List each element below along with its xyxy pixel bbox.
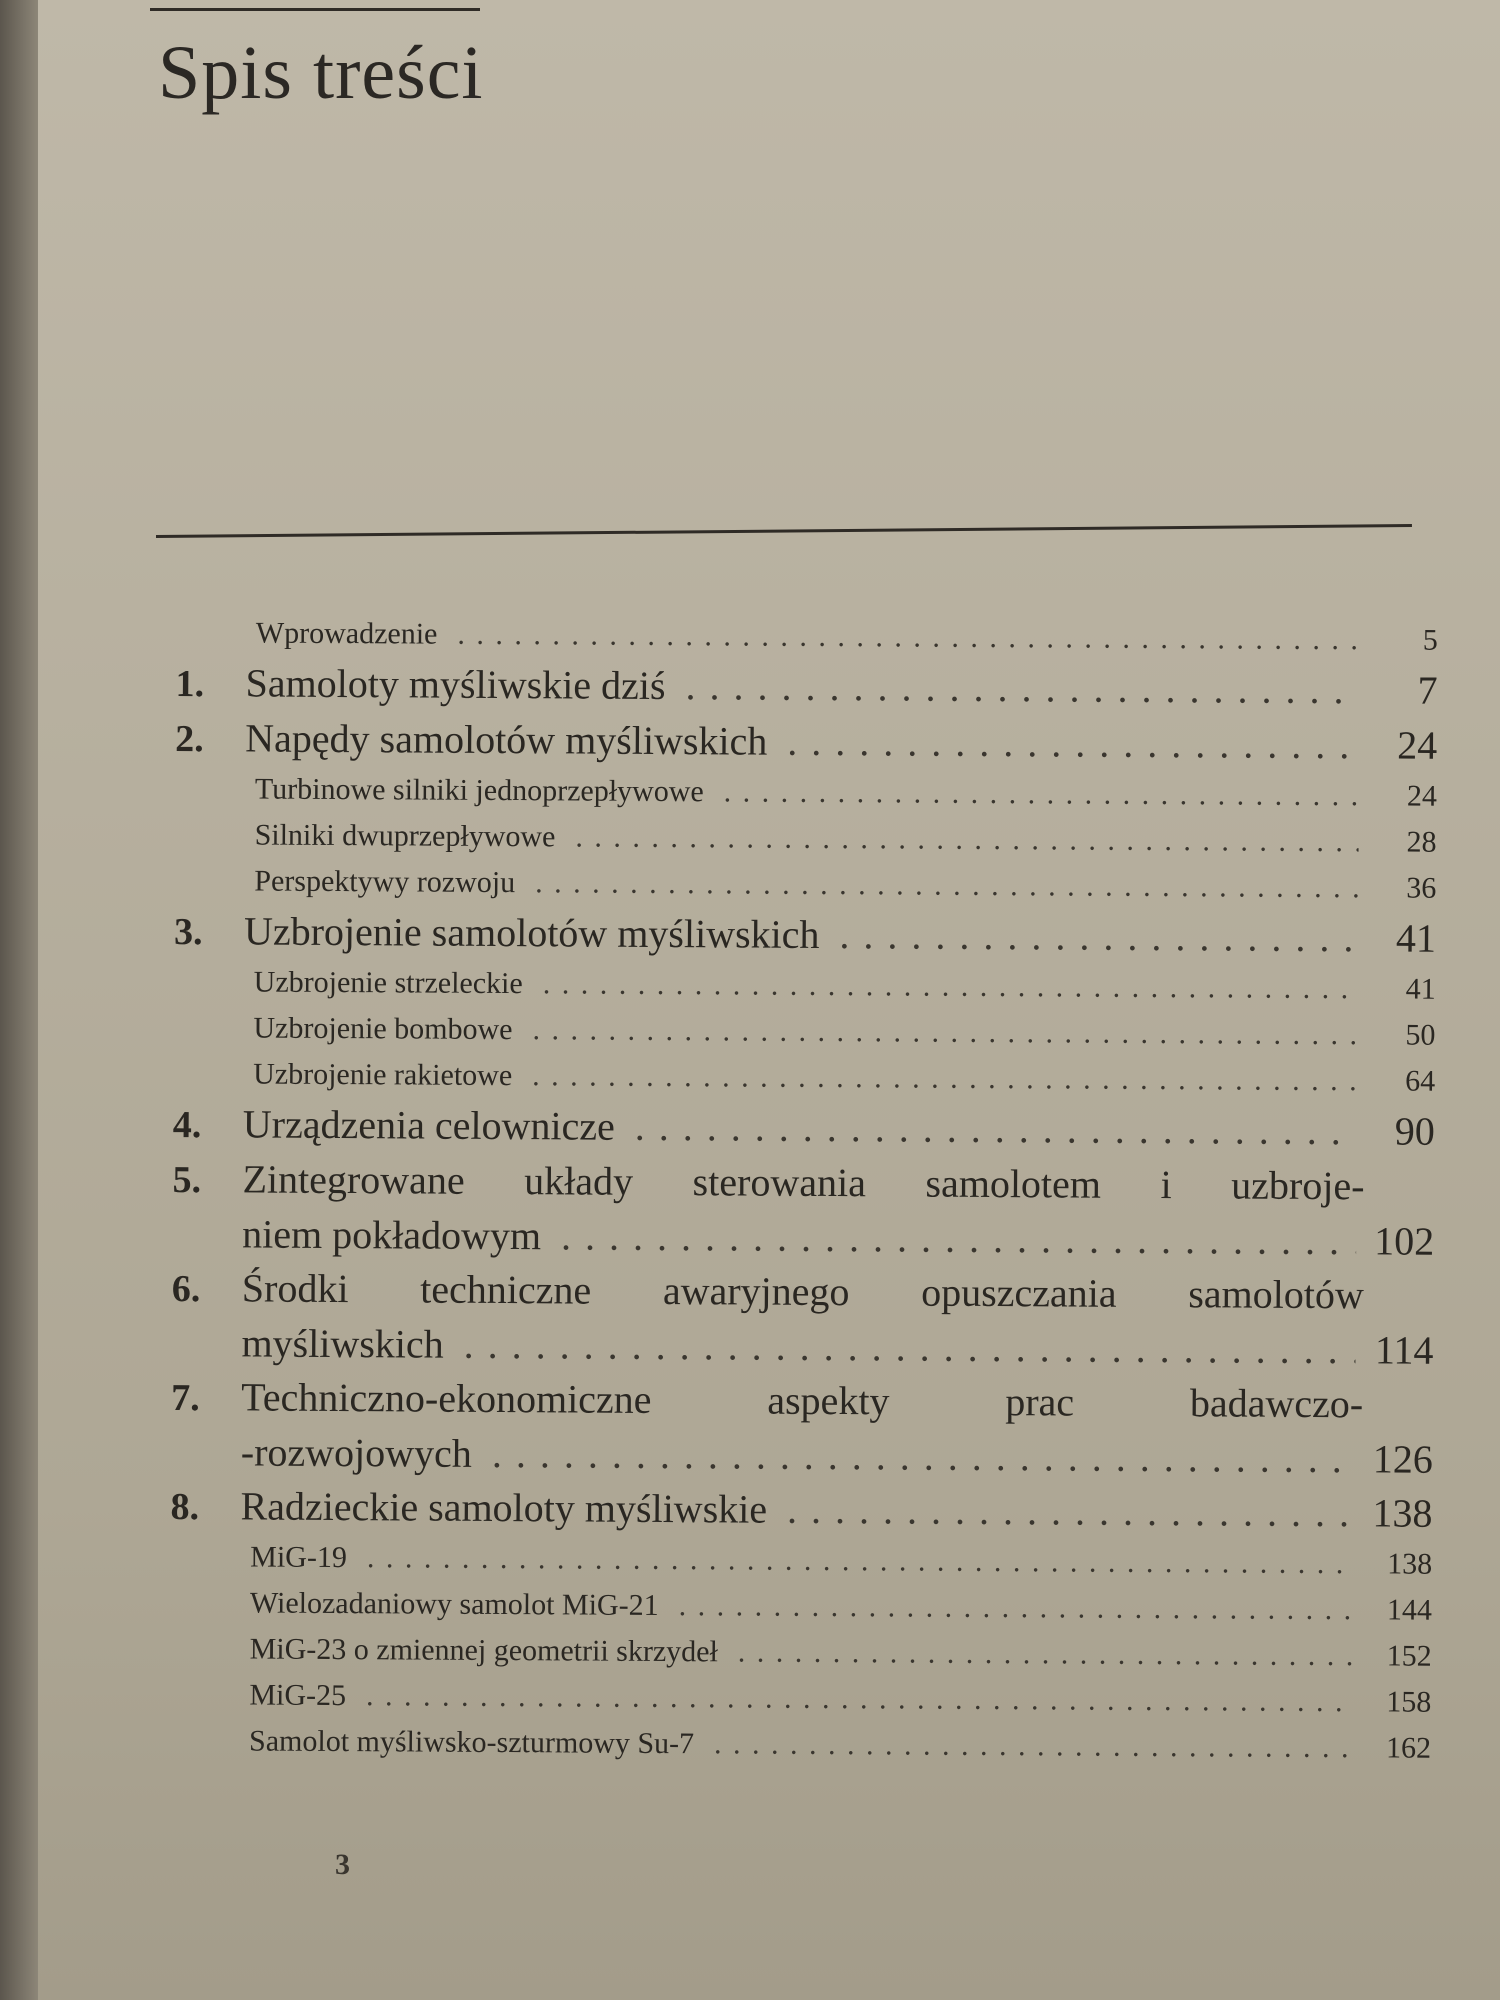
toc-section [170, 1580, 1432, 1634]
chapter-number: 4. [172, 1103, 202, 1147]
toc-chapter-6 [171, 1261, 1434, 1378]
toc-page-number: 90 [1394, 1108, 1435, 1154]
toc-label-line-1: Techniczno-ekonomiczne aspekty prac badawczo- [241, 1374, 1364, 1427]
dot-leader [535, 860, 1358, 911]
toc-label-line-1: Środki techniczne awaryjnego opuszczania samolotów [241, 1265, 1364, 1318]
dot-leader [787, 1483, 1355, 1540]
dot-leader [714, 1721, 1353, 1771]
dot-leader [635, 1100, 1357, 1158]
toc-page-number: 24 [1397, 722, 1438, 768]
toc-label: MiG-25 [249, 1678, 347, 1713]
toc-page-number: 144 [1386, 1593, 1433, 1627]
toc-label: MiG-23 o zmiennej geometrii skrzydeł [249, 1632, 718, 1669]
dot-leader [457, 612, 1360, 664]
dot-leader [839, 908, 1358, 965]
toc-page-number: 7 [1417, 667, 1438, 713]
dot-leader [532, 1007, 1357, 1058]
toc-page-number: 138 [1372, 1490, 1433, 1536]
toc-page-number: 50 [1405, 1018, 1436, 1052]
toc-page-number: 152 [1386, 1639, 1432, 1673]
toc-page-number: 28 [1406, 825, 1437, 859]
toc-page-number: 126 [1372, 1436, 1433, 1482]
toc-entry-intro [176, 610, 1438, 664]
toc-chapter-5 [172, 1152, 1435, 1269]
toc-label-line-2: myśliwskich [241, 1320, 444, 1367]
toc-label: Turbinowe silniki jednoprzepływowe [254, 772, 704, 809]
table-of-contents [169, 610, 1438, 1772]
toc-section [173, 1005, 1435, 1059]
toc-section [169, 1718, 1431, 1772]
dot-leader [492, 1427, 1355, 1486]
toc-section [174, 959, 1436, 1013]
toc-label: Silniki dwuprzepływowe [254, 818, 556, 854]
toc-chapter-1 [175, 656, 1437, 719]
dot-leader [787, 715, 1359, 772]
toc-chapter-4 [173, 1097, 1435, 1160]
chapter-number: 6. [171, 1267, 201, 1311]
dot-leader [738, 1629, 1354, 1679]
dot-leader [464, 1318, 1356, 1377]
toc-section [170, 1534, 1432, 1588]
chapter-number: 5. [172, 1158, 202, 1202]
toc-page-number: 64 [1405, 1064, 1436, 1098]
toc-page-number: 102 [1374, 1218, 1435, 1264]
toc-section [169, 1672, 1431, 1726]
toc-label: Wprowadzenie [255, 616, 438, 651]
toc-section [170, 1626, 1432, 1680]
dot-leader [367, 1535, 1355, 1587]
book-page [38, 0, 1500, 2000]
toc-chapter-7 [171, 1370, 1434, 1487]
toc-label-line-2: -rozwojowych [240, 1429, 473, 1476]
chapter-number: 8. [170, 1485, 200, 1529]
dot-leader [543, 961, 1358, 1012]
section-divider [156, 524, 1412, 538]
toc-label: Uzbrojenie bombowe [253, 1011, 513, 1047]
toc-label: Napędy samolotów myśliwskich [245, 715, 768, 764]
dot-leader [366, 1673, 1354, 1725]
toc-label: Uzbrojenie strzeleckie [253, 965, 523, 1001]
chapter-number: 3. [173, 910, 203, 954]
dot-leader [532, 1053, 1357, 1104]
dot-leader [724, 769, 1359, 819]
toc-label: Samoloty myśliwskie dziś [245, 660, 666, 708]
toc-chapter-8 [170, 1479, 1432, 1542]
chapter-number: 1. [175, 662, 205, 706]
toc-label: Perspektywy rozwoju [254, 864, 516, 900]
dot-leader [679, 1583, 1355, 1633]
toc-page-number: 24 [1406, 779, 1437, 813]
toc-page-number: 36 [1406, 871, 1437, 905]
dot-leader [561, 1209, 1356, 1268]
dot-leader [685, 659, 1359, 717]
toc-chapter-2 [175, 711, 1437, 774]
toc-label: Uzbrojenie samolotów myśliwskich [243, 908, 820, 957]
chapter-number: 7. [171, 1376, 200, 1420]
toc-section [175, 766, 1437, 820]
toc-label: Urządzenia celownicze [242, 1101, 615, 1149]
chapter-number: 2. [175, 717, 204, 761]
toc-page-number: 41 [1395, 915, 1437, 961]
toc-page-number: 158 [1386, 1685, 1432, 1719]
toc-page-number: 5 [1422, 623, 1438, 657]
book-gutter [0, 0, 38, 2000]
toc-label: Radzieckie samoloty myśliwskie [240, 1483, 768, 1532]
dot-leader [575, 814, 1358, 865]
toc-label: Samolot myśliwsko-szturmowy Su-7 [248, 1724, 695, 1761]
toc-page-number: 114 [1374, 1327, 1434, 1373]
toc-section [174, 858, 1436, 912]
toc-chapter-3 [174, 904, 1436, 967]
toc-label-line-1: Zintegrowane układy sterowania samolotem i uzbroje- [242, 1156, 1365, 1209]
page-number: 3 [335, 1848, 350, 1881]
toc-page-number: 138 [1387, 1547, 1433, 1581]
toc-page-number: 41 [1405, 972, 1436, 1006]
top-rule [150, 8, 480, 11]
toc-label-line-2: niem pokładowym [242, 1211, 542, 1259]
page-title: Spis treści [158, 31, 484, 115]
toc-section [174, 812, 1436, 866]
toc-page-number: 162 [1385, 1731, 1432, 1765]
toc-label: MiG-19 [250, 1540, 347, 1575]
toc-label: Wielozadaniowy samolot MiG-21 [249, 1586, 659, 1622]
toc-section [173, 1051, 1435, 1105]
toc-label: Uzbrojenie rakietowe [253, 1057, 513, 1093]
